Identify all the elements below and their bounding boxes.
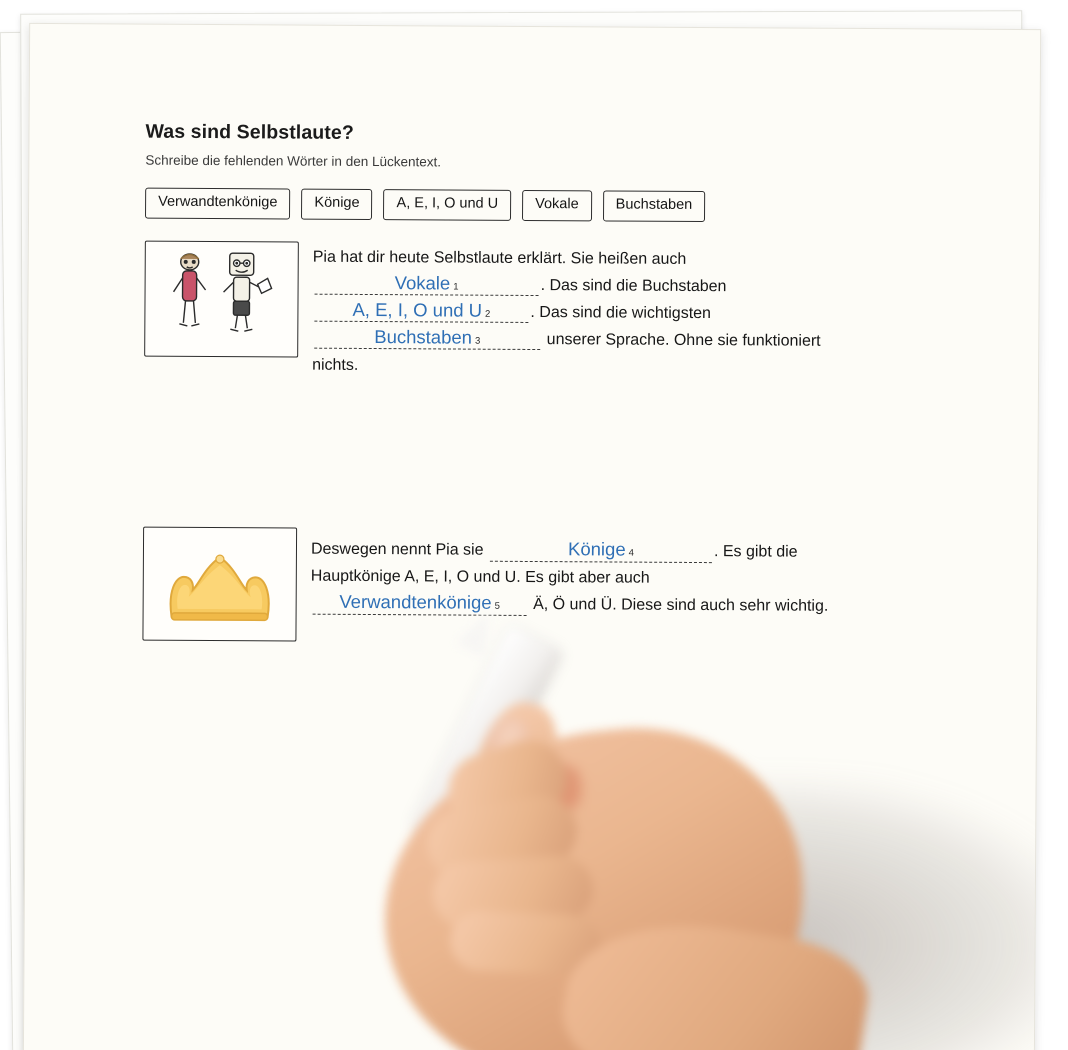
word-bank (145, 188, 935, 224)
blank-5[interactable] (313, 591, 527, 616)
blank-4-number: 4 (628, 548, 634, 560)
thumb (454, 693, 571, 859)
crown-icon (142, 527, 297, 642)
two-characters-illustration (145, 242, 296, 355)
worksheet-page (23, 23, 1041, 1050)
blank-1-number: 1 (453, 281, 459, 293)
word-chip-koenige[interactable]: Könige (301, 189, 372, 220)
exercise-1-text-part-4: unserer Sprache. Ohne sie funktioniert (542, 330, 821, 350)
thumb-nail (481, 712, 535, 774)
exercise-1-text-part-1: Pia hat dir heute Selbstlaute erklärt. Sie heißen auch (312, 248, 687, 268)
exercise-1-text-part-2: . Das sind die Buchstaben (540, 276, 727, 296)
blank-2[interactable] (314, 298, 528, 323)
page-subtitle: Schreibe die fehlenden Wörter in den Lückentext. (145, 152, 442, 170)
finger-ring (431, 854, 595, 930)
blank-3-answer: Buchstaben (374, 325, 473, 348)
blank-2-number: 2 (485, 308, 491, 320)
word-chip-aeiou[interactable]: A, E, I, O und U (383, 189, 511, 221)
exercise-2-text-part-4: Ä, Ö und Ü. Diese sind auch sehr wichtig. (528, 596, 829, 616)
wrist (553, 907, 875, 1050)
blank-4-answer: Könige (567, 538, 626, 561)
hand (368, 713, 821, 1050)
exercise-1-text-part-3: . Das sind die wichtigsten (530, 303, 712, 322)
exercise-1 (144, 241, 935, 382)
finger-middle (422, 791, 582, 885)
page-title: Was sind Selbstlaute? (145, 120, 354, 144)
two-characters-icon (144, 241, 299, 358)
blank-5-number: 5 (494, 601, 500, 613)
finger-index (439, 730, 576, 839)
pen (408, 625, 564, 858)
exercise-2-text-part-1: Deswegen nennt Pia sie (310, 541, 484, 560)
blank-3[interactable] (314, 325, 540, 350)
word-chip-vokale[interactable]: Vokale (522, 190, 592, 221)
word-chip-buchstaben[interactable]: Buchstaben (603, 190, 706, 222)
finger-little (449, 910, 601, 976)
blank-2-answer: A, E, I, O und U (352, 298, 483, 321)
exercise-2-text-part-2: . Es gibt die (713, 543, 798, 562)
crown-illustration (164, 546, 276, 627)
blank-1[interactable] (315, 272, 539, 297)
word-chip-verwandtenkoenige[interactable]: Verwandtenkönige (145, 188, 291, 220)
exercise-1-text (312, 242, 935, 382)
hand-shadow (524, 777, 1042, 1050)
exercise-2-text (311, 528, 934, 621)
blank-3-number: 3 (474, 335, 481, 347)
hand-holding-pen-photo (354, 626, 1042, 1050)
exercise-1-text-part-5: nichts. (312, 356, 359, 374)
knuckle (551, 765, 581, 811)
blank-5-answer: Verwandtenkönige (339, 591, 492, 614)
exercise-2 (142, 527, 933, 646)
blank-1-answer: Vokale (394, 272, 451, 294)
exercise-2-text-part-3: Hauptkönige A, E, I, O und U. Es gibt aber auch (310, 568, 650, 588)
blank-4[interactable] (490, 538, 712, 563)
worksheet-content (142, 121, 935, 646)
